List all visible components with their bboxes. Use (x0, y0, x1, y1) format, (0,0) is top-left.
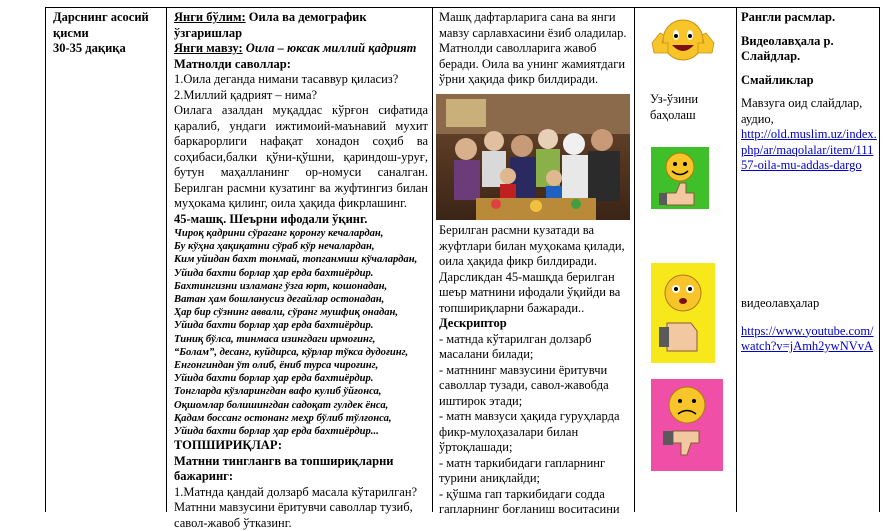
task-1: 1.Матнда қандай долзарб масала кўтарилган? (174, 484, 418, 499)
resources-cell (741, 10, 877, 174)
poem-line: Қадам боссанг остонанг меҳр бўлиб тўлғонса, (174, 412, 392, 424)
assessment-cell (650, 92, 730, 123)
thumbs-up-smiley-icon (650, 15, 716, 65)
section-value: Оила ва демографик ўзгаришлар (174, 10, 367, 40)
poem-line: Чироқ қадрини сўраганг қоронғу кечалардан, (174, 228, 384, 239)
poem-line: Ватан ҳам бошланусиз дегайлар остонадан, (174, 294, 385, 306)
video-label: видеолавҳалар (741, 296, 820, 310)
green-thumbs-up-card-icon (651, 147, 709, 209)
table-border-2 (432, 7, 433, 512)
poem-line: Бу кўҳна ҳақиқатни сўраб кўр нечалардан, (174, 241, 375, 253)
intro-paragraph: Оилага азалдан муқаддас кўрғон сифатида қаралиб, ундаги ижтимоий-маънавий мухит баркарорлиги нафақат хонадон соҳиб ва соҳибаси,балки қўни-қўшни, қариндош-уруғ, бутун маҳалланинг ор-номуси саналган. Берилган расмни кузатинг ва жуфтингиз билан муҳокама қилинг, оила ҳақида фикрлашинг. (174, 103, 428, 210)
table-border-4 (736, 7, 737, 512)
activity-cell-lower (439, 223, 631, 518)
descriptor-item: - қўшма гап таркибидаги содда гапларнинг боғланиш воситасини (439, 486, 620, 516)
exercise-title: 45-машқ. Шеърни ифодали ўқинг. (174, 211, 368, 226)
tasks-title: ТОПШИРИҚЛАР: (174, 438, 283, 453)
table-border-right (879, 7, 880, 512)
lesson-part-cell (53, 10, 163, 57)
smileys-label: Смайликлар (741, 72, 814, 87)
resource-link-1[interactable]: http://old.muslim.uz/index.php/ar/maqolalar/item/11157-oila-mu-addas-dargo (741, 127, 877, 172)
poem-line: Енгонгиндан ўт олиб, ёниб турса чироғинг, (174, 360, 379, 372)
poem-line: Тиниқ бўлса, тинмаса изингдаги ирмоғинг, (174, 333, 376, 345)
poem-line: “Болам”, десанг, куйдирса, кўрлар тўкса дудоғинг, (174, 346, 409, 358)
tasks-subtitle: Матнни тинглангв ва топшириқларни бажаринг: (174, 453, 394, 484)
self-assessment-label: Уз-ўзини баҳолаш (650, 92, 699, 122)
table-border-3 (634, 7, 635, 512)
table-border-1 (166, 7, 167, 512)
yellow-neutral-card-icon (651, 263, 715, 363)
section-label: Янги бўлим: (174, 10, 246, 24)
family-photo (436, 94, 630, 220)
poem-line: Ҳар бир сўзнинг аввали, сўранг мушфиқ онадан, (174, 307, 399, 319)
family-photo-image (436, 94, 630, 220)
lesson-part-title: Дарснинг асосий қисми (53, 10, 149, 40)
materials-label: Мавзуга оид слайдлар, аудио, (741, 96, 863, 126)
descriptor-item: - матн таркибидаги гапларнинг турини аниқлайди; (439, 455, 606, 485)
videos-label: Видеолавҳала р. (741, 33, 834, 48)
poem-line: Ким уйидан бахт тонмай, топганмиш кўчалардан, (174, 254, 418, 266)
descriptor-item: - матнда кўтарилган долзарб масалани билади; (439, 331, 592, 361)
descriptor-item: - матн мавзуси ҳақида гуруҳларда фикр-мулоҳазалари билан ўртоқлашади; (439, 409, 620, 454)
poem-line: Уйида бахти борлар ҳар ерда бахтиёрдир... (174, 426, 379, 438)
table-top-border (45, 7, 880, 8)
descriptor-item: - матннинг мавзусини ёритувчи саволлар тузади, савол-жавобда иштирок этади; (439, 362, 609, 408)
slides-label: Слайдлар. (741, 49, 801, 63)
poem-line: Оқшомлар болишингдан садоқат гулдек ёнса, (174, 399, 389, 411)
table-border-left (45, 7, 46, 512)
question-2: 2.Миллий қадрият – нима? (174, 87, 318, 102)
pink-thumbs-down-card-icon (651, 379, 723, 471)
questions-title: Матнолди саволлар: (174, 56, 291, 71)
task-1-answer: Матнни мавзусини ёритувчи саволлар тузиб, савол-жавоб ўтказинг. (174, 500, 413, 530)
activity-after-photo: Берилган расмни кузатади ва жуфтлари билан муҳокама қилади, оила ҳақида фикр билдиради. Дарсликдан 45-машқда берилган шеър матнини ифодали ўқийди ва топшириқларни бажаради.. (439, 223, 625, 315)
topic-value: Оила – юксак миллий қадрият (242, 41, 417, 55)
poem-line: Уйида бахти борлар ҳар ерда бахтиёрдир. (174, 320, 374, 332)
colored-pictures-label: Рангли расмлар. (741, 10, 836, 24)
resource-link-2[interactable]: https://www.youtube.com/watch?v=jAmh2ywNVvA (741, 323, 874, 353)
video-resources-cell (741, 296, 877, 355)
content-cell (174, 10, 428, 531)
activity-intro: Машқ дафтарларига сана ва янги мавзу сарлавхасини ёзиб оладилар. Матнолди саволларига жавоб беради. Оила ва унинг жамиятдаги ўрни ҳақида фикр билдиради. (439, 10, 627, 86)
poem-line: Уйида бахти борлар ҳар ерда бахтиёрдир. (174, 373, 374, 385)
topic-label: Янги мавзу: (174, 41, 243, 55)
activity-cell (439, 10, 631, 88)
poem-line: Тонгларда кўзларингдан вафо кулиб ўйғонса, (174, 386, 382, 398)
descriptor-title: Дескриптор (439, 316, 507, 330)
poem-line: Уйида бахти борлар ҳар ерда бахтиёрдир. (174, 267, 374, 279)
poem (174, 227, 428, 438)
question-1: 1.Оила деганда нимани тасаввур қиласиз? (174, 72, 399, 86)
poem-line: Бахтингизни изламанг ўзга юрт, кошонадан, (174, 280, 388, 292)
lesson-part-time: 30-35 дақиқа (53, 41, 126, 55)
